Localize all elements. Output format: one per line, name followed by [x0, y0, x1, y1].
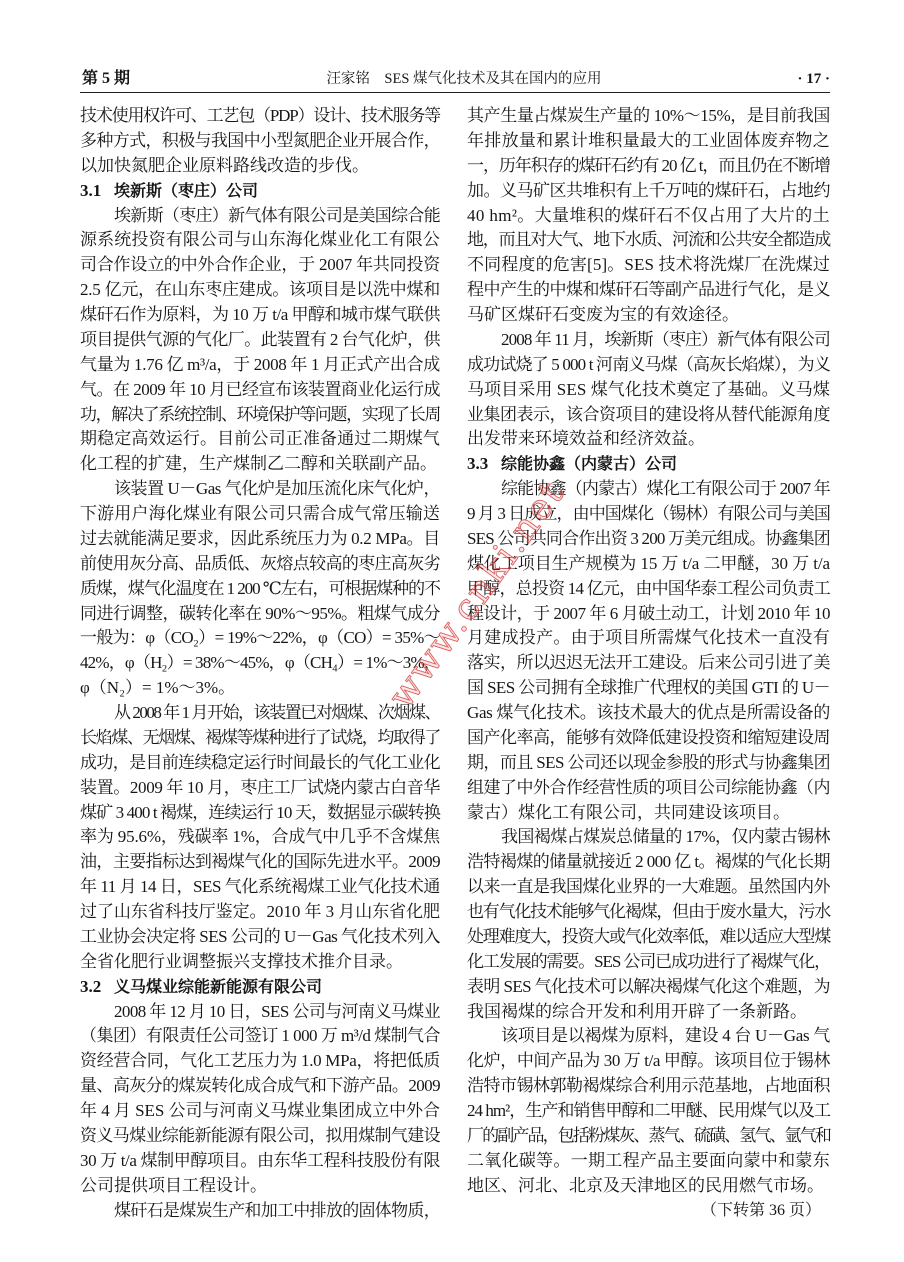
section-title: 义马煤业综能新能源有限公司 [114, 978, 323, 996]
line-text: 化炉，中间产品为 30 万 t/a 甲醇。该项目位于锡林 [467, 1051, 830, 1071]
text-line [80, 477, 440, 502]
line-text: 程设计，于 2007 年 6 月破土动工，计划 2010 年 10 [467, 603, 830, 623]
text-line [467, 403, 830, 428]
line-text: 煤矸石作为原料，为 10 万 t/a 甲醇和城市煤气联供 [80, 305, 440, 324]
text-line [467, 303, 830, 328]
line-text: 年 11 月 14 日，SES 气化系统褐煤工业气化技术通 [80, 877, 440, 897]
right-column [467, 104, 830, 1223]
section-title: 综能协鑫（内蒙古）公司 [501, 456, 678, 474]
line-text: 综能协鑫（内蒙古）煤化工有限公司于 2007 年 [501, 479, 830, 499]
line-text: 浩特褐煤的储量就接近 2 000 亿 t。褐煤的气化长期 [467, 852, 830, 872]
text-line [467, 179, 830, 204]
running-title: 汪家铭 SES 煤气化技术及其在国内的应用 [326, 71, 602, 87]
text-line [80, 1024, 440, 1049]
line-text: 30 万 t/a 煤制甲醇项目。由东华工程科技股份有限 [80, 1150, 440, 1170]
text-line [80, 825, 440, 850]
text-line [80, 676, 440, 701]
line-text: 我国褐煤占煤炭总储量的 17%，仅内蒙古锡林 [501, 827, 830, 847]
line-text: 油，主要指标达到褐煤气化的国际先进水平。2009 [80, 852, 440, 872]
text-line [80, 1000, 440, 1025]
text-line [467, 204, 830, 229]
line-text: SES 公司共同合作出资 3 200 万美元组成。协鑫集团 [467, 528, 830, 548]
text-line [80, 1124, 440, 1149]
text-line [80, 1099, 440, 1124]
text-line [467, 726, 830, 751]
text-line [80, 104, 440, 129]
line-text: 资经营合同，气化工艺压力为 1.0 MPa，将把低质 [80, 1051, 440, 1071]
text-line [467, 353, 830, 378]
text-line [80, 328, 440, 353]
text-line [467, 950, 830, 975]
text-line [80, 1149, 440, 1174]
text-line [80, 278, 440, 303]
section-title: 埃新斯（枣庄）公司 [114, 182, 259, 200]
line-text: 马矿区煤矸石变废为宝的有效途径。 [467, 305, 739, 324]
text-line [467, 477, 830, 502]
line-text: 加。义马矿区共堆积有上千万吨的煤矸石，占地约 [467, 180, 830, 200]
text-line [467, 1000, 830, 1025]
line-text: 一般为：φ（CO₂）= 19%～22%，φ（CO）= 35%～ [80, 628, 440, 648]
text-line [467, 328, 830, 353]
line-text: 煤矿 3 400 t 褐煤，连续运行 10 天，数据显示碳转换 [80, 802, 440, 822]
line-text: 成功试烧了 5 000 t 河南义马煤（高灰长焰煤），为义 [467, 354, 830, 374]
text-line [467, 701, 830, 726]
line-text: 同进行调整，碳转化率在 90%～95%。粗煤气成分 [80, 603, 440, 623]
text-line [80, 651, 440, 676]
text-line [80, 577, 440, 602]
line-text: 蒙古）煤化工有限公司，共同建设该项目。 [467, 802, 790, 822]
text-line [467, 228, 830, 253]
line-text: 多种方式，积极与我国中小型氮肥企业开展合作， [80, 130, 440, 150]
text-line [80, 726, 440, 751]
line-text: 组建了中外合作经营性质的项目公司综能协鑫（内 [467, 777, 830, 797]
line-text: 全省化肥行业调整振兴支撑技术推介目录。 [80, 951, 403, 971]
text-line [80, 850, 440, 875]
line-text: 我国褐煤的综合开发和利用开辟了一条新路。 [467, 1001, 807, 1021]
section-heading [80, 179, 440, 204]
text-line [80, 1049, 440, 1074]
line-text: 率为 95.6%，残碳率 1%，合成气中几乎不含煤焦 [80, 827, 440, 847]
text-line [467, 253, 830, 278]
text-line [80, 154, 440, 179]
paragraph [80, 1199, 440, 1224]
text-line [467, 1099, 830, 1124]
paragraph [80, 477, 440, 701]
text-line [467, 651, 830, 676]
text-line [467, 1149, 830, 1174]
line-text: 成功，是目前连续稳定运行时间最长的气化工业化 [80, 752, 440, 772]
text-line [80, 1199, 440, 1224]
line-text: 化工发展的需要。SES 公司已成功进行了褐煤气化， [467, 951, 830, 971]
line-text: 24 hm²，生产和销售甲醇和二甲醚、民用煤气以及工 [467, 1101, 830, 1120]
text-line [467, 850, 830, 875]
line-text: 煤矸石是煤炭生产和加工中排放的固体物质， [114, 1200, 440, 1220]
text-line [80, 353, 440, 378]
line-text: 埃新斯（枣庄）新气体有限公司是美国综合能 [114, 205, 440, 225]
line-text: 42%，φ（H₂）= 38%～45%，φ（CH₄）= 1%～3%， [80, 653, 440, 673]
line-text: 以来一直是我国煤化业界的一大难题。虽然国内外 [467, 877, 830, 897]
text-line [467, 552, 830, 577]
text-line [80, 875, 440, 900]
line-text: 出发带来环境效益和经济效益。 [467, 429, 705, 449]
line-text: 9 月 3 日成立，由中国煤化（锡林）有限公司与美国 [467, 504, 830, 523]
line-text: 厂的副产品，包括粉煤灰、蒸气、硫磺、氢气、氩气和 [467, 1125, 830, 1145]
text-line [467, 801, 830, 826]
line-text: 气量为 1.76 亿 m³/a，于 2008 年 1 月正式产出合成 [80, 354, 440, 374]
line-text: 地，而且对大气、地下水质、河流和公共安全都造成 [467, 230, 830, 250]
text-line [467, 527, 830, 552]
text-line [467, 676, 830, 701]
section-heading [467, 452, 830, 477]
paragraph [467, 477, 830, 825]
text-line [467, 975, 830, 1000]
line-text: 也有气化技术能够气化褐煤，但由于废水量大，污水 [467, 902, 830, 921]
line-text: 马项目采用 SES 煤气化技术奠定了基础。义马煤 [467, 379, 830, 399]
line-text: 处理难度大，投资大或气化效率低，难以适应大型煤 [467, 926, 830, 946]
line-text: 不同程度的危害[5]。SES 技术将洗煤厂在洗煤过 [467, 255, 830, 275]
text-line [80, 253, 440, 278]
watermark: www.cnki.net [380, 472, 574, 717]
text-line [467, 1049, 830, 1074]
paragraph [80, 204, 440, 478]
line-text: 业集团表示，该合资项目的建设将从替代能源角度 [467, 404, 830, 424]
line-text: 一，历年积存的煤矸石约有 20 亿 t，而且仍在不断增 [467, 155, 830, 175]
text-line [80, 452, 440, 477]
text-line [80, 129, 440, 154]
text-line [467, 900, 830, 925]
section-number: 3.3 [467, 454, 489, 474]
line-text: 功，解决了系统控制、环境保护等问题，实现了长周 [80, 404, 440, 424]
line-text: 国 SES 公司拥有全球推广代理权的美国 GTI 的 U－ [467, 678, 830, 698]
line-text: 气。在 2009 年 10 月已经宣布该装置商业化运行成 [80, 379, 440, 399]
line-text: 煤化工项目生产规模为 15 万 t/a 二甲醚，30 万 t/a [467, 553, 830, 573]
paragraph [80, 104, 440, 179]
line-text: 程中产生的中煤和煤矸石等副产品进行气化，是义 [467, 280, 830, 300]
section-heading [80, 975, 440, 1000]
line-text: 地区、河北、北京及天津地区的民用燃气市场。 [467, 1175, 824, 1195]
paragraph [467, 825, 830, 1024]
paragraph [467, 328, 830, 452]
line-text: （集团）有限责任公司签订 1 000 万 m³/d 煤制气合 [80, 1026, 440, 1046]
line-text: 资义马煤业综能新能源有限公司，拟用煤制气建设 [80, 1125, 440, 1145]
line-text: 其产生量占煤炭生产量的 10%～15%，是目前我国 [467, 106, 830, 125]
paragraph [467, 104, 830, 328]
text-line [80, 527, 440, 552]
line-text: 前使用灰分高、品质低、灰熔点较高的枣庄高灰劣 [80, 553, 440, 573]
line-text: 该项目是以褐煤为原料，建设 4 台 U－Gas 气 [501, 1026, 830, 1046]
text-line [80, 427, 440, 452]
line-text: 2008 年 12 月 10 日，SES 公司与河南义马煤业 [114, 1001, 440, 1021]
text-line [80, 204, 440, 229]
line-text: 源系统投资有限公司与山东海化煤业化工有限公 [80, 230, 440, 250]
line-text: 工业协会决定将 SES 公司的 U－Gas 气化技术列入 [80, 926, 440, 946]
line-text: 过了山东省科技厅鉴定。2010 年 3 月山东省化肥 [80, 902, 440, 921]
line-text: 期稳定高效运行。目前公司正准备通过二期煤气 [80, 429, 440, 449]
text-line [80, 925, 440, 950]
paragraph [80, 1000, 440, 1199]
text-line [80, 403, 440, 428]
text-line [80, 1174, 440, 1199]
text-line [467, 751, 830, 776]
line-text: 浩特市锡林郭勒褐煤综合利用示范基地，占地面积 [467, 1076, 830, 1096]
line-text: 年排放量和累计堆积量最大的工业固体废弃物之 [467, 130, 830, 150]
line-text: 二氧化碳等。一期工程产品主要面向蒙中和蒙东 [467, 1150, 830, 1170]
text-line [80, 378, 440, 403]
line-text: 司合作设立的中外合作企业，于 2007 年共同投资 [80, 255, 440, 275]
text-line [467, 1024, 830, 1049]
line-text: 2008 年 11 月，埃新斯（枣庄）新气体有限公司 [501, 329, 830, 349]
text-line [80, 900, 440, 925]
line-text: 长焰煤、无烟煤、褐煤等煤种进行了试烧，均取得了 [80, 727, 440, 747]
text-line [80, 303, 440, 328]
line-text: 国产化率高，能够有效降低建设投资和缩短建设周 [467, 727, 830, 747]
text-line [80, 552, 440, 577]
line-text: Gas 煤气化技术。该技术最大的优点是所需设备的 [467, 703, 830, 722]
line-text: 量、高灰分的煤炭转化成合成气和下游产品。2009 [80, 1076, 440, 1096]
text-line [80, 228, 440, 253]
text-line [467, 378, 830, 403]
line-text: 质煤，煤气化温度在 1 200 ℃左右，可根据煤种的不 [80, 578, 440, 598]
text-line [80, 751, 440, 776]
text-line [80, 1074, 440, 1099]
line-text: 表明 SES 气化技术可以解决褐煤气化这个难题，为 [467, 976, 830, 996]
line-text: 落实，所以迟迟无法开工建设。后来公司引进了美 [467, 653, 830, 673]
line-text: 40 hm²。大量堆积的煤矸石不仅占用了大片的土 [467, 205, 830, 225]
continued-note: （下转第 36 页） [700, 1201, 821, 1219]
text-line [80, 502, 440, 527]
line-text: 下游用户海化煤业有限公司只需合成气常压输送 [80, 504, 440, 523]
text-line [80, 602, 440, 627]
text-line [467, 577, 830, 602]
line-text: 项目提供气源的气化厂。此装置有 2 台气化炉，供 [80, 329, 440, 349]
line-text: 装置。2009 年 10 月，枣庄工厂试烧内蒙古白音华 [80, 777, 440, 797]
text-line [467, 825, 830, 850]
line-text: φ（N₂）= 1%～3%。 [80, 678, 236, 698]
text-line [80, 701, 440, 726]
line-text: 公司提供项目工程设计。 [80, 1175, 267, 1195]
text-line [467, 502, 830, 527]
line-text: 以加快氮肥企业原料路线改造的步伐。 [80, 155, 369, 175]
line-text: 化工程的扩建，生产煤制乙二醇和关联副产品。 [80, 454, 437, 474]
line-text: 月建成投产。由于项目所需煤气化技术一直没有 [467, 628, 830, 648]
paragraph [467, 1024, 830, 1198]
page-number: · 17 · [797, 71, 830, 87]
line-text: 从 2008 年 1 月开始，该装置已对烟煤、次烟煤、 [114, 703, 440, 722]
text-line [80, 950, 440, 975]
line-text: 年 4 月 SES 公司与河南义马煤业集团成立中外合 [80, 1101, 440, 1120]
text-line [80, 801, 440, 826]
line-text: 过去就能满足要求，因此系统压力为 0.2 MPa。目 [80, 528, 440, 548]
text-line [467, 154, 830, 179]
text-line [467, 776, 830, 801]
section-number: 3.1 [80, 180, 102, 200]
text-line [467, 875, 830, 900]
text-line [467, 602, 830, 627]
section-number: 3.2 [80, 976, 102, 996]
line-text: 该装置 U－Gas 气化炉是加压流化床气化炉， [114, 479, 440, 499]
text-line [467, 1074, 830, 1099]
header-rule [80, 92, 830, 93]
text-line [80, 776, 440, 801]
line-text: 期，而且 SES 公司还以现金参股的形式与协鑫集团 [467, 752, 830, 772]
line-text: 技术使用权许可、工艺包（PDP）设计、技术服务等 [80, 106, 440, 125]
text-line [467, 925, 830, 950]
text-line [467, 104, 830, 129]
left-column [80, 104, 440, 1223]
line-text: 2.5 亿元，在山东枣庄建成。该项目是以洗中煤和 [80, 280, 440, 300]
text-line [467, 278, 830, 303]
text-line [80, 626, 440, 651]
issue-number: 第 5 期 [82, 70, 131, 87]
text-line [467, 626, 830, 651]
running-header [80, 68, 830, 90]
text-line [467, 427, 830, 452]
paragraph [80, 701, 440, 975]
text-line [467, 129, 830, 154]
text-line [467, 1174, 830, 1199]
line-text: 甲醇，总投资 14 亿元，由中国华泰工程公司负责工 [467, 578, 830, 598]
text-line [467, 1124, 830, 1149]
